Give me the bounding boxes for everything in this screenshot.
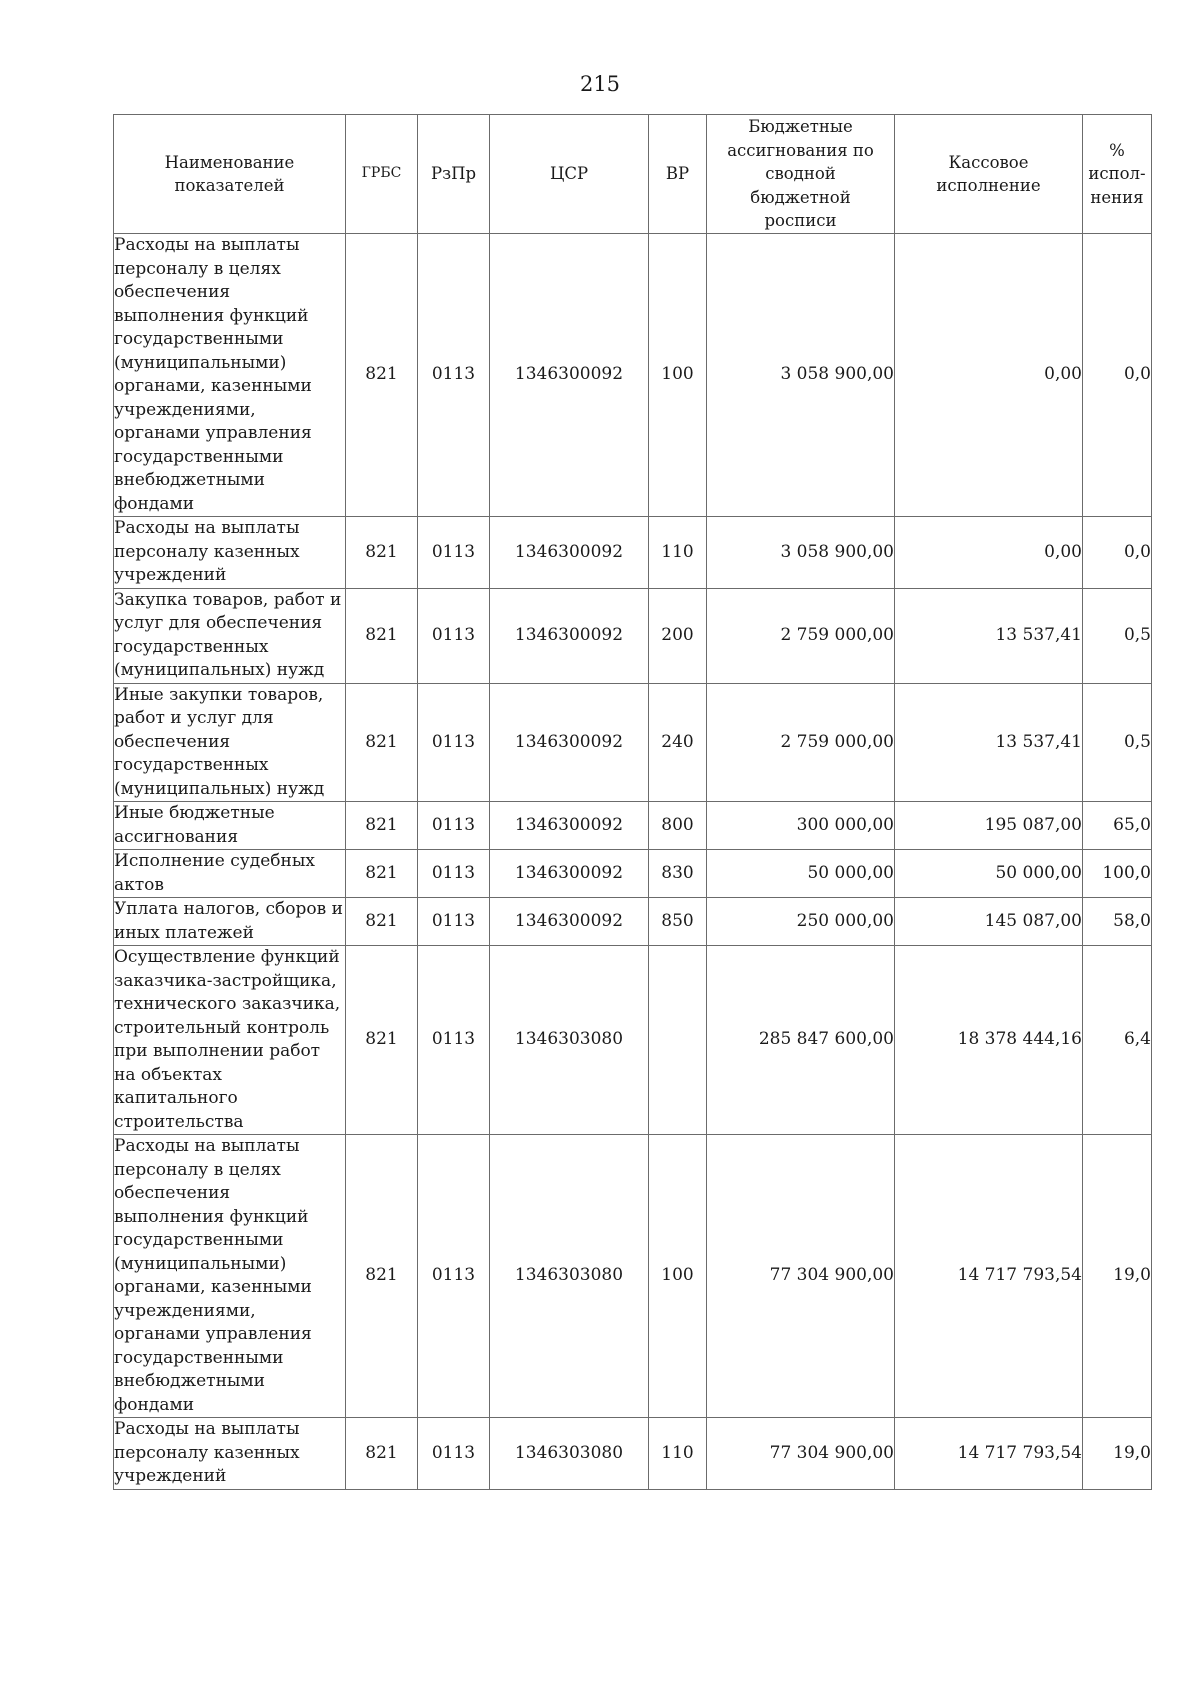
table-row xyxy=(114,898,1152,946)
cell-rzpr: 0113 xyxy=(418,683,490,802)
table-row xyxy=(114,802,1152,850)
cell-name: Иные закупки товаров, работ и услуг для обеспечения государственных (муниципальных) нужд xyxy=(114,683,346,802)
header-name: Наименование показателей xyxy=(114,115,346,234)
cell-assignments: 285 847 600,00 xyxy=(707,946,895,1135)
cell-grbs: 821 xyxy=(346,683,418,802)
cell-grbs: 821 xyxy=(346,1418,418,1490)
cell-assignments: 77 304 900,00 xyxy=(707,1418,895,1490)
cell-vr: 110 xyxy=(649,517,707,589)
cell-percent-execution: 0,0 xyxy=(1083,517,1152,589)
cell-vr: 240 xyxy=(649,683,707,802)
cell-assignments: 300 000,00 xyxy=(707,802,895,850)
table-body xyxy=(114,234,1152,1490)
cell-cash-execution: 195 087,00 xyxy=(895,802,1083,850)
cell-cash-execution: 145 087,00 xyxy=(895,898,1083,946)
cell-grbs: 821 xyxy=(346,588,418,683)
cell-csr: 1346300092 xyxy=(490,517,649,589)
cell-percent-execution: 0,5 xyxy=(1083,588,1152,683)
cell-grbs: 821 xyxy=(346,1135,418,1418)
cell-assignments: 50 000,00 xyxy=(707,850,895,898)
cell-percent-execution: 6,4 xyxy=(1083,946,1152,1135)
cell-percent-execution: 0,0 xyxy=(1083,234,1152,517)
header-assignments: Бюджетные ассигнования по сводной бюджетной росписи xyxy=(707,115,895,234)
cell-vr: 100 xyxy=(649,234,707,517)
cell-csr: 1346300092 xyxy=(490,898,649,946)
cell-vr: 100 xyxy=(649,1135,707,1418)
table-row xyxy=(114,850,1152,898)
cell-cash-execution: 13 537,41 xyxy=(895,683,1083,802)
cell-assignments: 250 000,00 xyxy=(707,898,895,946)
cell-grbs: 821 xyxy=(346,850,418,898)
table-row xyxy=(114,234,1152,517)
cell-cash-execution: 0,00 xyxy=(895,234,1083,517)
cell-assignments: 2 759 000,00 xyxy=(707,588,895,683)
cell-vr: 200 xyxy=(649,588,707,683)
header-cash-execution: Кассовое исполнение xyxy=(895,115,1083,234)
cell-csr: 1346303080 xyxy=(490,946,649,1135)
header-grbs: ГРБС xyxy=(346,115,418,234)
cell-vr: 850 xyxy=(649,898,707,946)
header-vr: ВР xyxy=(649,115,707,234)
cell-percent-execution: 19,0 xyxy=(1083,1135,1152,1418)
cell-csr: 1346303080 xyxy=(490,1135,649,1418)
cell-name: Иные бюджетные ассигнования xyxy=(114,802,346,850)
cell-rzpr: 0113 xyxy=(418,588,490,683)
cell-grbs: 821 xyxy=(346,898,418,946)
cell-percent-execution: 100,0 xyxy=(1083,850,1152,898)
cell-vr: 110 xyxy=(649,1418,707,1490)
cell-vr: 800 xyxy=(649,802,707,850)
cell-grbs: 821 xyxy=(346,802,418,850)
table-row xyxy=(114,1135,1152,1418)
header-csr: ЦСР xyxy=(490,115,649,234)
cell-name: Закупка товаров, работ и услуг для обеспечения государственных (муниципальных) нужд xyxy=(114,588,346,683)
table-row xyxy=(114,683,1152,802)
cell-rzpr: 0113 xyxy=(418,517,490,589)
cell-csr: 1346303080 xyxy=(490,1418,649,1490)
cell-grbs: 821 xyxy=(346,234,418,517)
page-number: 215 xyxy=(579,72,621,96)
cell-csr: 1346300092 xyxy=(490,802,649,850)
cell-cash-execution: 13 537,41 xyxy=(895,588,1083,683)
cell-name: Расходы на выплаты персоналу в целях обеспечения выполнения функций государственными (муниципальными) органами, казенными учреждениями, органами управления государственными внебюджетными фондами xyxy=(114,234,346,517)
cell-cash-execution: 14 717 793,54 xyxy=(895,1418,1083,1490)
cell-rzpr: 0113 xyxy=(418,1135,490,1418)
cell-rzpr: 0113 xyxy=(418,850,490,898)
cell-rzpr: 0113 xyxy=(418,802,490,850)
cell-name: Уплата налогов, сборов и иных платежей xyxy=(114,898,346,946)
cell-csr: 1346300092 xyxy=(490,588,649,683)
cell-vr xyxy=(649,946,707,1135)
cell-percent-execution: 58,0 xyxy=(1083,898,1152,946)
cell-rzpr: 0113 xyxy=(418,234,490,517)
cell-cash-execution: 50 000,00 xyxy=(895,850,1083,898)
cell-csr: 1346300092 xyxy=(490,683,649,802)
cell-name: Расходы на выплаты персоналу казенных учреждений xyxy=(114,517,346,589)
cell-cash-execution: 14 717 793,54 xyxy=(895,1135,1083,1418)
cell-name: Исполнение судебных актов xyxy=(114,850,346,898)
cell-vr: 830 xyxy=(649,850,707,898)
header-rzpr: РзПр xyxy=(418,115,490,234)
header-percent-execution: % испол-нения xyxy=(1083,115,1152,234)
cell-grbs: 821 xyxy=(346,517,418,589)
cell-rzpr: 0113 xyxy=(418,946,490,1135)
table-row xyxy=(114,946,1152,1135)
cell-grbs: 821 xyxy=(346,946,418,1135)
cell-assignments: 3 058 900,00 xyxy=(707,234,895,517)
table-header-row xyxy=(114,115,1152,234)
cell-name: Расходы на выплаты персоналу в целях обеспечения выполнения функций государственными (муниципальными) органами, казенными учреждениями, органами управления государственными внебюджетными фондами xyxy=(114,1135,346,1418)
cell-assignments: 2 759 000,00 xyxy=(707,683,895,802)
cell-percent-execution: 0,5 xyxy=(1083,683,1152,802)
cell-percent-execution: 65,0 xyxy=(1083,802,1152,850)
cell-assignments: 77 304 900,00 xyxy=(707,1135,895,1418)
table-row xyxy=(114,588,1152,683)
cell-rzpr: 0113 xyxy=(418,898,490,946)
cell-assignments: 3 058 900,00 xyxy=(707,517,895,589)
cell-csr: 1346300092 xyxy=(490,234,649,517)
cell-percent-execution: 19,0 xyxy=(1083,1418,1152,1490)
cell-rzpr: 0113 xyxy=(418,1418,490,1490)
budget-execution-table xyxy=(113,114,1152,1490)
cell-csr: 1346300092 xyxy=(490,850,649,898)
cell-name: Осуществление функций заказчика-застройщика, технического заказчика, строительный контроль при выполнении работ на объектах капитального строительства xyxy=(114,946,346,1135)
table-row xyxy=(114,517,1152,589)
cell-cash-execution: 0,00 xyxy=(895,517,1083,589)
cell-name: Расходы на выплаты персоналу казенных учреждений xyxy=(114,1418,346,1490)
cell-cash-execution: 18 378 444,16 xyxy=(895,946,1083,1135)
table-row xyxy=(114,1418,1152,1490)
